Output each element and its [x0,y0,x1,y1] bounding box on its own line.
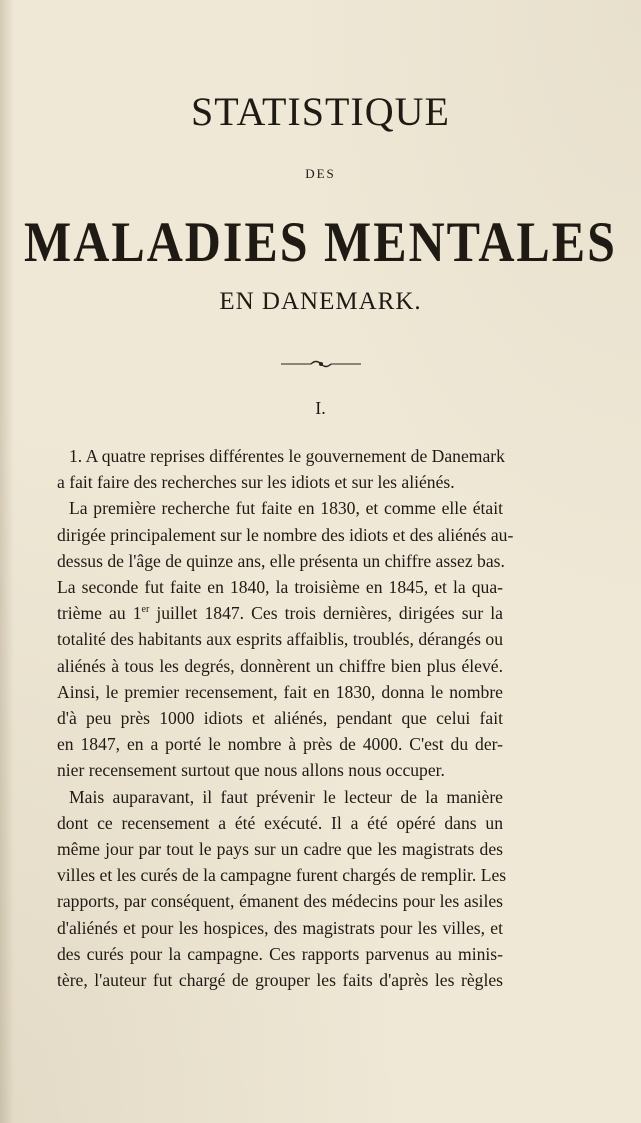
text-line: dirigée principalement sur le nombre des idiots et des aliénés au- [57,524,514,545]
text-line: a fait faire des recherches sur les idiots et sur les aliénés. [57,472,455,493]
body-text [57,443,514,993]
text-line: villes et les curés de la campagne furent chargés de remplir. Les [57,865,507,886]
title-statistique: STATISTIQUE [191,89,450,134]
text-line: trième au 1er juillet 1847. Ces trois dernières, dirigées sur la [57,603,503,624]
text-line: d'à peu près 1000 idiots et aliénés, pendant que celui fait [57,708,503,729]
text-line: même jour par tout le pays sur un cadre que les magistrats des [57,839,503,860]
text-line: nier recensement surtout que nous allons nous occuper. [57,760,445,781]
text-line: d'aliénés et pour les hospices, des magistrats pour les villes, et [57,917,503,938]
text-line: en 1847, en a porté le nombre à près de 4000. C'est du der- [57,734,503,755]
text-line: La première recherche fut faite en 1830, et comme elle était [69,498,503,519]
decorative-rule-ornament [0,357,641,375]
title-en-danemark: EN DANEMARK. [219,288,422,315]
text-line: tère, l'auteur fut chargé de grouper les faits d'après les règles [57,970,503,991]
section-number: I. [315,398,326,418]
title-maladies-mentales: MALADIES MENTALES [24,209,617,274]
text-line: 1. A quatre reprises différentes le gouvernement de Danemark [69,446,505,466]
text-line: Mais auparavant, il faut prévenir le lecteur de la manière [69,786,503,807]
text-line: Ainsi, le premier recensement, fait en 1830, donna le nombre [57,681,503,702]
text-line: dessus de l'âge de quinze ans, elle présenta un chiffre assez bas. [57,550,505,571]
text-line: dont ce recensement a été exécuté. Il a été opéré dans un [57,812,503,833]
text-line: La seconde fut faite en 1840, la troisième en 1845, et la qua- [57,577,503,598]
text-line: aliénés à tous les degrés, donnèrent un chiffre bien plus élevé. [57,655,503,676]
text-line: totalité des habitants aux esprits affaiblis, troublés, dérangés ou [57,629,503,650]
text-line: rapports, par conséquent, émanent des médecins pour les asiles [57,891,503,912]
title-des: DES [305,166,336,181]
text-line: des curés pour la campagne. Ces rapports parvenus au minis- [57,943,503,964]
